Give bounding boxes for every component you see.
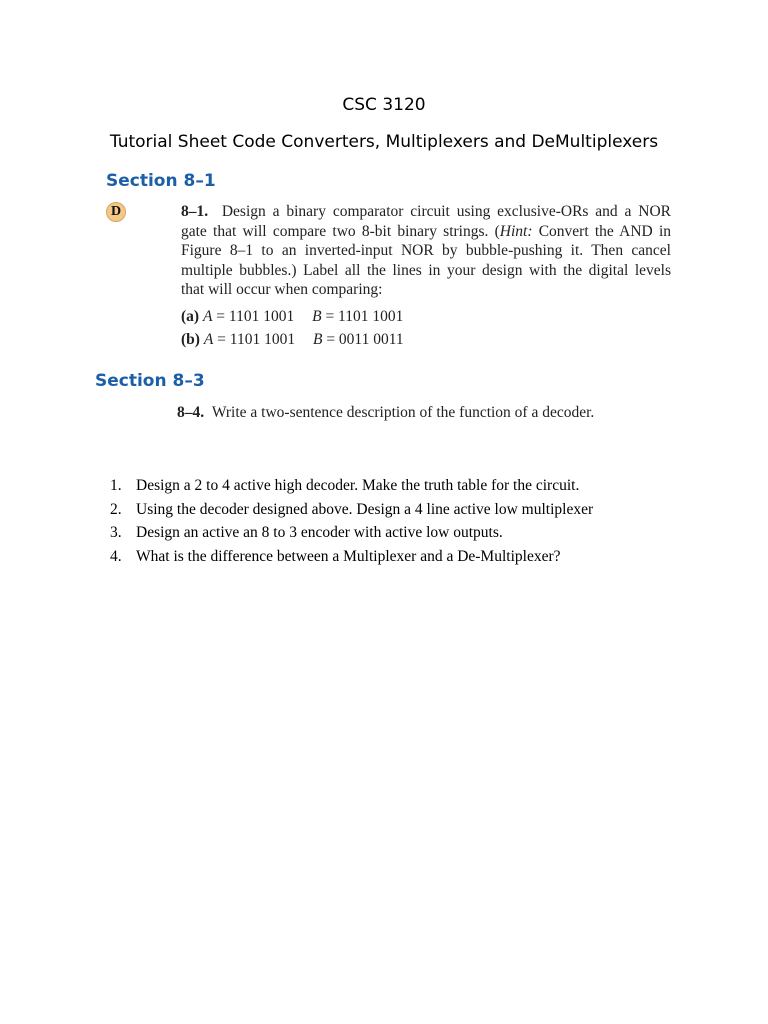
problem-text: Write a two-sentence description of the function of a decoder. (211, 404, 595, 421)
part-label: (b) (181, 331, 200, 348)
question-number: 4. (110, 547, 122, 565)
value-b: = 1101 1001 (325, 308, 404, 325)
value-a: = 1101 1001 (216, 308, 295, 325)
problem-line (181, 222, 671, 242)
problem-text: Convert the AND in (532, 222, 672, 240)
problem-8-1 (181, 202, 671, 300)
problem-line: multiple bubbles.) Label all the lines in your design with the digital levels (181, 261, 671, 279)
course-code: CSC 3120 (342, 95, 426, 115)
problem-text: gate that will compare two 8-bit binary strings. ( (181, 222, 500, 240)
value-a: = 1101 1001 (217, 331, 296, 348)
section-heading-8-3: Section 8–3 (95, 371, 205, 391)
part-b (181, 331, 404, 349)
problem-8-4 (177, 403, 594, 423)
question-number: 2. (110, 500, 122, 518)
section-heading-8-1: Section 8–1 (106, 171, 216, 191)
hint-label: Hint: (499, 222, 533, 240)
part-a (181, 308, 403, 326)
variable-b: B (312, 308, 322, 325)
list-item (110, 545, 593, 569)
question-text: Design an active an 8 to 3 encoder with active low outputs. (136, 524, 503, 541)
problem-number: 8–1. (181, 203, 209, 220)
problem-line: that will occur when comparing: (181, 281, 383, 298)
part-label: (a) (181, 308, 200, 325)
question-list (110, 474, 593, 568)
problem-number: 8–4. (177, 404, 205, 421)
variable-b: B (312, 331, 323, 348)
question-text: Design a 2 to 4 active high decoder. Make the truth table for the circuit. (136, 477, 580, 494)
question-text: What is the difference between a Multiplexer and a De-Multiplexer? (136, 547, 561, 565)
question-text: Using the decoder designed above. Design a 4 line active low multiplexer (136, 500, 594, 518)
variable-a: A (202, 308, 213, 325)
page-title: Tutorial Sheet Code Converters, Multiplexers and DeMultiplexers (109, 132, 659, 152)
problem-line: Figure 8–1 to an inverted-input NOR by bubble-pushing it. Then cancel (181, 242, 671, 259)
value-b: = 0011 0011 (326, 331, 404, 348)
question-number: 1. (110, 477, 122, 494)
difficulty-badge: D (106, 202, 126, 222)
list-item (110, 498, 593, 522)
problem-line (181, 202, 671, 222)
problem-text: Design a binary comparator circuit using exclusive-ORs and a NOR (221, 203, 672, 220)
question-number: 3. (110, 524, 122, 541)
list-item (110, 521, 593, 545)
variable-a: A (203, 331, 214, 348)
list-item (110, 474, 593, 498)
